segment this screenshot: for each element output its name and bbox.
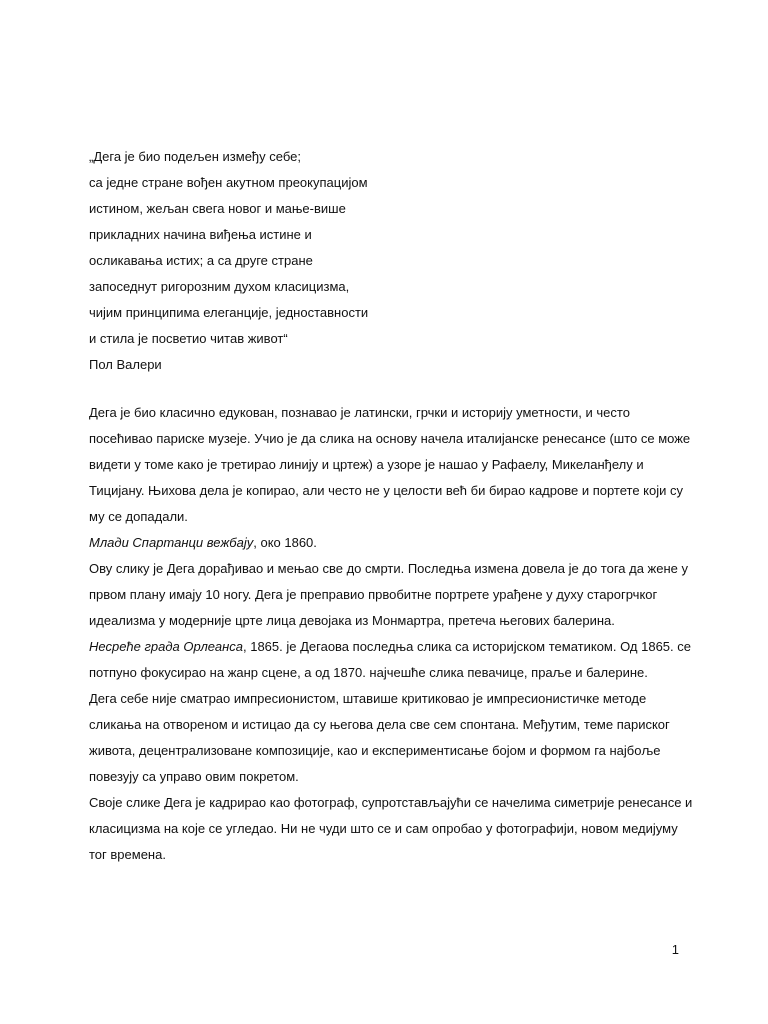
body-line: потпуно фокусирао на жанр сцене, а од 1870. најчешће слика певачице, праље и балерине. [89,665,648,680]
body-line-rest: , 1865. је Дегаова последња слика са историјском тематиком. Од 1865. се [243,639,691,654]
body-line: Дега је био класично едукован, познавао је латински, грчки и историју уметности, и често [89,405,630,420]
quote-line: и стила је посветио читав живот“ [89,331,288,346]
quote-line: „Дега је био подељен између себе; [89,149,301,164]
body-line: идеализма у модерније цртe лица девојака из Монмартра, претеча његових балерина. [89,613,615,628]
quote-author: Пол Валери [89,357,162,372]
body-line: Ову слику је Дега дорађивао и мењао све до смрти. Последња измена довела је до тога да жене у [89,561,688,576]
quote-line: запоседнут ригорозним духом класицизма, [89,279,350,294]
body-line: Своје слике Дега је кадрирао као фотограф, супротстављајући се начелима симетрије ренесансе и [89,795,693,810]
page-number: 1 [671,942,679,957]
quote-line: прикладних начина виђења истине и [89,227,312,242]
body-line: Тицијану. Њихова дела је копирао, али често не у целости већ би бирао кадрове и портете који су [89,483,684,498]
quote-line: чијим принципима елеганције, једноставности [89,305,369,320]
body-line: првом плану имају 10 ногу. Дега је преправио првобитне портрете урађене у духу старогрчког [89,587,658,602]
body-line: тог времена. [89,847,166,862]
body-line: класицизма на које се угледао. Ни не чуди што се и сам опробао у фотографији, новом медијуму [89,821,678,836]
quote-line: осликавања истих; а са друге стране [89,253,313,268]
body-line: повезују са управо овим покретом. [89,769,299,784]
body-line: сликања на отвореном и истицао да су његова дела све сем спонтана. Међутим, теме париског [89,717,670,732]
quote-line: истином, жељан свега новог и мање-више [89,201,346,216]
epigraph-quote [89,144,449,378]
body-line: живота, децентрализоване композиције, као и експериментисање бојом и формом га најбоље [89,743,661,758]
painting-caption-line [89,530,689,556]
painting-date: , око 1860. [253,535,317,550]
body-text [89,400,693,868]
body-line: видети у томе како је третирао линију и цртеж) а узоре је нашао у Рафаелу, Микеланђелу и [89,457,644,472]
quote-line: са једне стране вођен акутном преокупацијом [89,175,368,190]
body-line: Дега себе није сматрао импресионистом, штавише критиковао је импресионистичке методе [89,691,647,706]
body-line: посећивао париске музеје. Учио је да слика на основу начела италијанске ренесансе (што се може [89,431,691,446]
painting-caption-line [89,634,689,660]
painting-title: Несреће града Орлеанса [89,639,243,654]
painting-title: Млади Спартанци вежбају [89,535,254,550]
body-line: му се допадали. [89,509,188,524]
